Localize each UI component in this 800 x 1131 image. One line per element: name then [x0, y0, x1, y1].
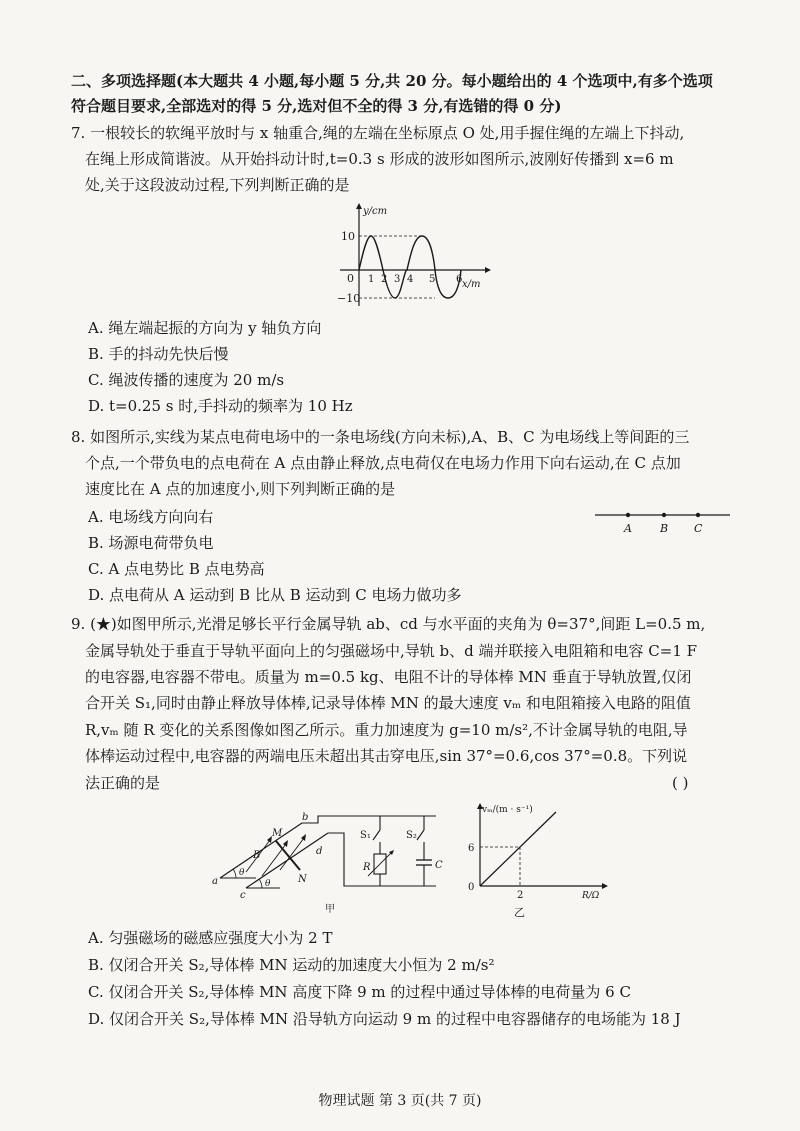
q8-option-b: B. 场源电荷带负电	[88, 534, 214, 552]
switch-s1	[373, 830, 380, 840]
q9-stem-line-3: 的电容器,电容器不带电。质量为 m=0.5 kg、电阻不计的导体棒 MN 垂直于导轨放置,仅闭	[85, 668, 692, 686]
yi-y-tick: 6	[468, 843, 475, 854]
q8-stem-line-3: 速度比在 A 点的加速度小,则下列判断正确的是	[85, 480, 396, 498]
yi-origin: 0	[468, 882, 475, 893]
q7-option-a: A. 绳左端起振的方向为 y 轴负方向	[88, 319, 322, 337]
q7-graph-xtick-2: 2	[381, 274, 388, 285]
q9-stem-line-6: 体棒运动过程中,电容器的两端电压未超出其击穿电压,sin 37°=0.6,cos 37°=0.8。下列说	[85, 747, 688, 765]
q9-option-c: C. 仅闭合开关 S₂,导体棒 MN 高度下降 9 m 的过程中通过导体棒的电荷量为 6 C	[88, 983, 631, 1001]
q9-stem-line-7: 法正确的是	[85, 774, 161, 792]
label-field-b: B	[253, 850, 261, 861]
q8-option-c: C. A 点电势比 B 点电势高	[88, 560, 265, 578]
point-b	[662, 513, 666, 517]
label-theta-2: θ	[265, 879, 271, 889]
q7-stem-line-2: 在绳上形成简谐波。从开始抖动计时,t=0.3 s 形成的波形如图所示,波刚好传播到 x=6 m	[85, 150, 674, 168]
page-footer: 物理试题 第 3 页(共 7 页)	[318, 1093, 482, 1109]
label-n: N	[298, 874, 307, 885]
rail-ab	[220, 823, 302, 878]
q9-stem-line-2: 金属导轨处于垂直于导轨平面向上的匀强磁场中,导轨 b、d 端并联接入电阻箱和电容 C=1 F	[85, 642, 698, 660]
q8-field-line-figure	[590, 505, 735, 535]
q7-graph-xtick-4: 4	[407, 274, 414, 285]
q7-option-b: B. 手的抖动先快后慢	[88, 345, 229, 363]
q7-graph-y-neg: −10	[337, 292, 361, 305]
q9-stem-line-4: 合开关 S₁,同时由静止释放导体棒,记录导体棒 MN 的最大速度 vₘ 和电阻箱接入电路的阻值	[85, 694, 691, 712]
q8-stem-line-1: 8. 如图所示,实线为某点电荷电场中的一条电场线(方向未标),A、B、C 为电场线上等间距的三	[71, 428, 690, 446]
label-s1: S₁	[360, 830, 371, 841]
q8-stem-line-2: 个点,一个带负电的点电荷在 A 点由静止释放,点电荷仅在电场力作用下向右运动,在 C 点加	[85, 454, 681, 472]
switch-s2	[417, 830, 424, 840]
label-d: d	[316, 846, 323, 857]
q7-graph-xtick-5: 5	[429, 274, 436, 285]
q7-stem-line-3: 处,关于这段波动过程,下列判断正确的是	[85, 176, 350, 194]
label-m: M	[272, 828, 283, 839]
q9-stem-line-5: R,vₘ 随 R 变化的关系图像如图乙所示。重力加速度为 g=10 m/s²,不计金属导轨的电阻,导	[85, 721, 688, 739]
q7-option-c: C. 绳波传播的速度为 20 m/s	[88, 371, 285, 389]
yi-x-tick: 2	[517, 890, 524, 901]
q7-graph-y-pos: 10	[341, 230, 355, 243]
wave-curve	[359, 236, 461, 298]
label-r: R	[363, 862, 371, 873]
q7-graph-xtick-6: 6	[456, 274, 463, 285]
yi-ylabel: vₘ/(m · s⁻¹)	[482, 805, 533, 815]
field-arrow-3	[280, 838, 304, 870]
point-c	[696, 513, 700, 517]
label-c: C	[694, 522, 703, 535]
q9-figure-yi	[462, 800, 612, 922]
q7-graph-xlabel: x/m	[462, 279, 481, 290]
x-axis-arrow	[485, 267, 491, 273]
wire-top	[302, 816, 436, 823]
q9-figure-jia	[210, 808, 450, 918]
q9-option-d: D. 仅闭合开关 S₂,导体棒 MN 沿导轨方向运动 9 m 的过程中电容器储存的电场能为 18 J	[88, 1010, 681, 1028]
section-header-line-2: 符合题目要求,全部选对的得 5 分,选对但不全的得 3 分,有选错的得 0 分)	[71, 97, 562, 115]
y-axis-arrow	[356, 203, 362, 209]
label-cap: C	[435, 860, 443, 871]
section-header-line-1: 二、多项选择题(本大题共 4 小题,每小题 5 分,共 20 分。每小题给出的 4 个选项中,有多个选项	[71, 72, 713, 90]
q9-option-a: A. 匀强磁场的磁感应强度大小为 2 T	[88, 929, 333, 947]
q7-graph-origin: 0	[347, 272, 354, 285]
caption-jia: 甲	[325, 904, 335, 915]
point-a	[626, 513, 630, 517]
q8-option-a: A. 电场线方向向右	[88, 508, 214, 526]
yi-line	[480, 812, 556, 886]
q7-graph-xtick-3: 3	[394, 274, 401, 285]
answer-bracket: ( )	[672, 774, 689, 792]
q9-option-b: B. 仅闭合开关 S₂,导体棒 MN 运动的加速度大小恒为 2 m/s²	[88, 956, 495, 974]
label-c: c	[240, 890, 246, 901]
label-b: B	[660, 522, 669, 535]
label-a: A	[624, 522, 632, 535]
q7-graph-ylabel: y/cm	[363, 206, 388, 217]
label-a: a	[212, 876, 218, 887]
q7-option-d: D. t=0.25 s 时,手抖动的频率为 10 Hz	[88, 397, 353, 415]
label-b: b	[302, 812, 309, 823]
yi-xlabel: R/Ω	[582, 891, 600, 901]
label-theta-1: θ	[239, 868, 245, 878]
caption-yi: 乙	[514, 906, 525, 919]
q7-wave-graph	[325, 200, 495, 312]
q7-graph-xtick-1: 1	[368, 274, 375, 285]
q9-stem-line-1: 9. (★)如图甲所示,光滑足够长平行金属导轨 ab、cd 与水平面的夹角为 θ=37°,间距 L=0.5 m,	[71, 615, 706, 633]
q7-stem-line-1: 7. 一根较长的软绳平放时与 x 轴重合,绳的左端在坐标原点 O 处,用手握住绳的左端上下抖动,	[71, 124, 685, 142]
label-s2: S₂	[406, 830, 417, 841]
q8-option-d: D. 点电荷从 A 运动到 B 比从 B 运动到 C 电场力做功多	[88, 586, 462, 604]
